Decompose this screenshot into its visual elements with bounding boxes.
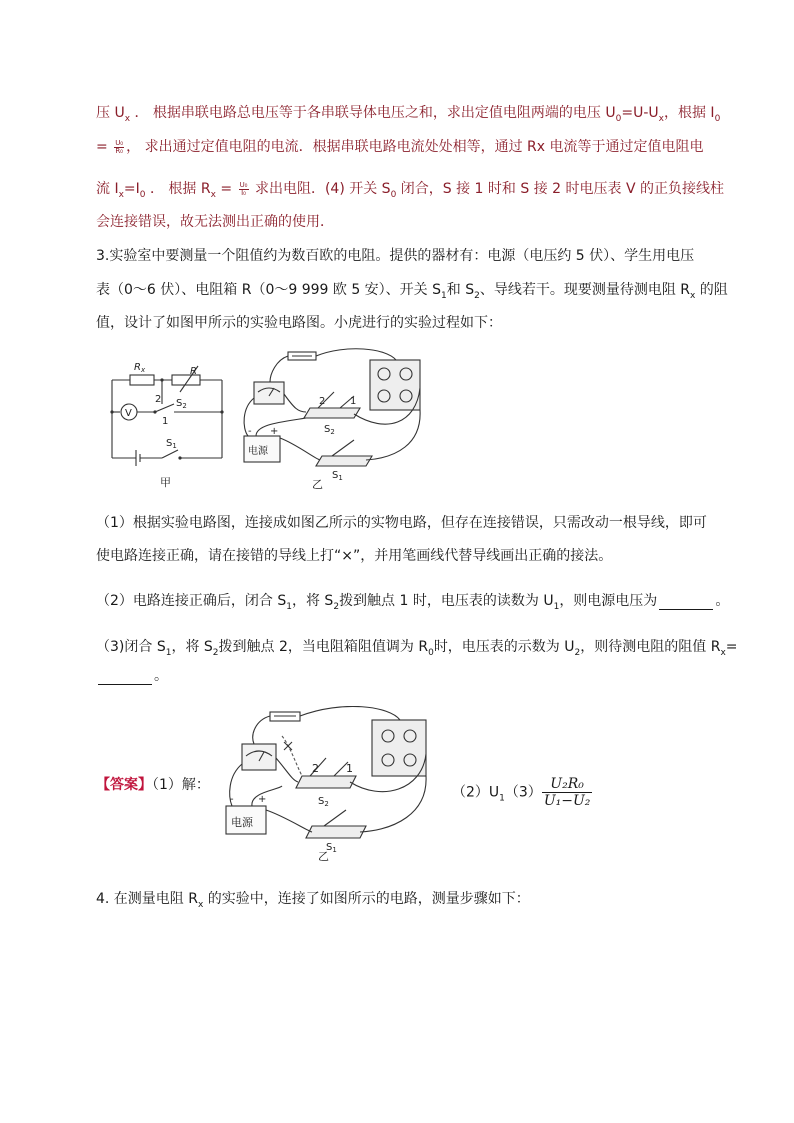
q3-part3-line-1: （3)闭合 $S_1$，将 $S_2$拨到触点 2，当电阻箱阻值调为 $R_0$时，电压表的示数为 $U_2$，则待测电阻的阻值 $R_x=$ <box>96 639 738 658</box>
answer-label-s2: $S_2$ <box>318 796 329 808</box>
switch-s1-physical <box>316 456 372 466</box>
resistance-box-physical <box>370 360 420 410</box>
label-yi: 乙 <box>312 478 323 490</box>
answer-switch-s2 <box>296 776 356 788</box>
q4-line-1: 4. 在测量电阻 $R_x$ 的实验中，连接了如图所示的电路，测量步骤如下： <box>96 891 530 910</box>
answer-label-contact-1: 1 <box>346 762 353 775</box>
answer-resistance-box <box>372 720 426 776</box>
circuit-diagram-jia <box>100 352 230 492</box>
answer-label-yi: 乙 <box>318 850 329 862</box>
answer-label-minus: - <box>230 794 234 805</box>
answer-formula: $\frac{\text{U₂R₀}}{\text{U₁−U₂}}$ <box>543 776 591 809</box>
answer-label: 【答案】 <box>96 777 152 793</box>
switch-s2-physical <box>304 408 360 418</box>
resistor-rx <box>130 375 154 385</box>
explanation-line-3: 流 $I_x=I_0$ ． 根据 $R_x$ = $\frac{\text{U₀}}{\text{I₀}}$ 求出电阻．(4) 开关 $S_0$ 闭合，S 接 1 时和 S 接 2 时电压表 V 的正负接线柱 <box>96 180 724 200</box>
answer-blank-2[interactable] <box>98 670 152 685</box>
answer-parts-2-3: $(2)U_1(3)$ $\frac{\text{U₂R₀}}{\text{U₁−U₂}}$ <box>452 776 591 809</box>
q3-part1-line-2: 使电路连接正确，请在接错的导线上打“×”，并用笔画线代替导线画出正确的接法。 <box>96 548 613 564</box>
answer-label-power: 电源 <box>231 816 253 829</box>
answer-label-contact-2: 2 <box>312 762 319 775</box>
yi-label-plus: + <box>270 426 279 437</box>
voltmeter-physical <box>254 382 284 404</box>
q3-line-3: 值，设计了如图甲所示的实验电路图。小虎进行的实验过程如下： <box>96 315 502 331</box>
answer-blank-1[interactable] <box>659 595 713 610</box>
label-contact-2: 2 <box>155 394 162 405</box>
answer-voltmeter <box>242 744 276 770</box>
label-r: R <box>190 366 197 377</box>
explanation-line-1: 压 $U_x$ ． 根据串联电路总电压等于各串联导体电压之和，求出定值电阻两端的电压 $U_0=U-U_x$，根据 $I_0$ <box>96 105 721 124</box>
label-v: V <box>125 408 132 419</box>
yi-label-contact-1: 1 <box>350 396 357 407</box>
q3-line-1: 3.实验室中要测量一个阻值约为数百欧的电阻。提供的器材有：电源（电压约 5 伏）、学生用电压 <box>96 248 695 264</box>
fraction-u0-i0: $\frac{\text{U₀}}{\text{I₀}}$ <box>239 180 248 197</box>
explanation-line-4: 会连接错误，故无法测出正确的使用． <box>96 214 334 230</box>
yi-label-s1: $S_1$ <box>332 470 343 482</box>
answer-switch-s1 <box>306 826 366 838</box>
label-rx: $R_x$ <box>134 362 146 374</box>
label-contact-1: 1 <box>162 416 169 427</box>
fraction-u0-r0: $\frac{\text{U₀}}{\text{R₀}}$ <box>115 138 124 155</box>
q3-part3-line-2: 。 <box>96 667 168 685</box>
yi-label-s2: $S_2$ <box>324 424 335 436</box>
q3-part1-line-1: （1）根据实验电路图，连接成如图乙所示的实物电路，但存在连接错误，只需改动一根导线，即可 <box>96 515 707 531</box>
explanation-line-2: = $\frac{\text{U₀}}{\text{R₀}}$ ， 求出通过定值电阻的电流．根据串联电路电流处处相等，通过 Rx 电流等于通过定值电阻电 <box>96 138 704 155</box>
answer-physical-circuit <box>222 706 432 862</box>
label-s2: $S_2$ <box>176 398 187 410</box>
answer-line: 【答案】（1）解： <box>96 777 210 793</box>
answer-label-s1: $S_1$ <box>326 842 337 854</box>
yi-label-minus: - <box>248 426 252 437</box>
q3-part2: （2）电路连接正确后，闭合 $S_1$，将 $S_2$拨到触点 1 时，电压表的读数为 $U_1$，则电源电压为 。 <box>96 593 730 612</box>
answer-label-plus: + <box>258 794 267 805</box>
yi-label-power: 电源 <box>248 446 268 457</box>
label-s1: $S_1$ <box>166 438 177 450</box>
physical-circuit-yi <box>236 348 431 490</box>
q3-line-2: 表（0～6 伏）、电阻箱 R（0～9 999 欧 5 安）、开关 $S_1$和 $S_2$、导线若干。现要测量待测电阻 $R_x$ 的阻 <box>96 282 728 301</box>
label-jia: 甲 <box>160 476 171 489</box>
yi-label-contact-2: 2 <box>319 396 326 407</box>
